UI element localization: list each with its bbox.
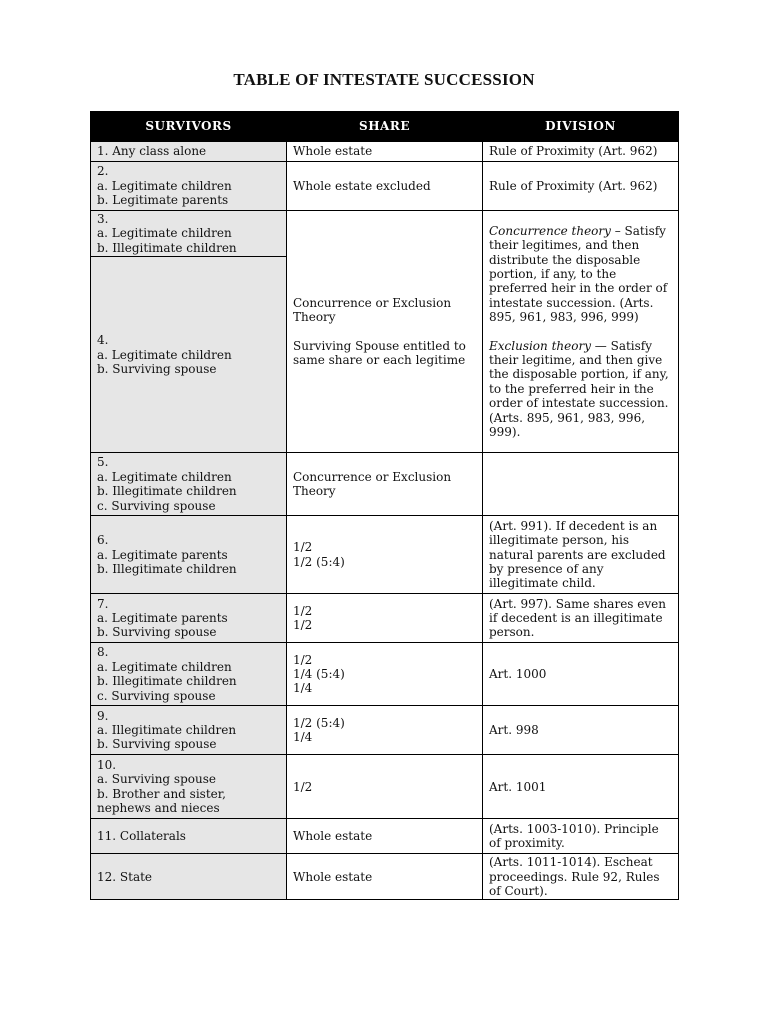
division-cell: Rule of Proximity (Art. 962) [483, 162, 679, 211]
survivors-cell [91, 142, 287, 162]
survivors-line: a. Legitimate children [97, 469, 232, 484]
survivors-cell [91, 854, 287, 900]
share-cell [287, 854, 483, 900]
table-row [91, 142, 679, 162]
division-cell: (Arts. 1003-1010). Principle of proximity. [483, 819, 679, 854]
share-line: Concurrence or Exclusion Theory [293, 469, 455, 499]
survivors-cell [91, 819, 287, 854]
survivors-line: a. Legitimate children [97, 226, 232, 241]
share-cell [287, 819, 483, 854]
survivors-cell [91, 643, 287, 706]
header-survivors: SURVIVORS [91, 112, 287, 142]
exclusion-theory-label: Exclusion theory [489, 338, 591, 353]
share-line: 1/2 [293, 603, 313, 618]
survivors-line: c. Surviving spouse [97, 498, 216, 513]
table-row [91, 453, 679, 516]
succession-table [90, 111, 679, 900]
exclusion-theory-text: — Satisfy their legitime, and then give the disposable portion, if any, to the preferred heir in the order of intestate succession. (Arts. 895, 961, 983, 996, 999). [489, 338, 669, 440]
share-line: 1/2 [293, 540, 313, 555]
table-row [91, 162, 679, 211]
survivors-line: 4. [97, 333, 109, 348]
survivors-line: a. Legitimate children [97, 347, 232, 362]
share-cell [287, 162, 483, 211]
survivors-line: 3. [97, 212, 109, 226]
header-division: DIVISION [483, 112, 679, 142]
table-row [91, 755, 679, 819]
survivors-line: a. Illegitimate children [97, 723, 237, 738]
survivors-line: 5. [97, 455, 109, 470]
survivors-line: b. Surviving spouse [97, 361, 217, 376]
share-line: Concurrence or Exclusion Theory [293, 295, 455, 325]
table-row [91, 643, 679, 706]
survivors-line: b. Brother and sister, nephews and nieces [97, 786, 230, 816]
division-cell: (Art. 991). If decedent is an illegitimate person, his natural parents are excluded by presence of any illegitimate child. [483, 516, 679, 594]
share-cell [287, 453, 483, 516]
division-cell: Rule of Proximity (Art. 962) [483, 142, 679, 162]
survivors-line: 8. [97, 645, 109, 660]
survivors-line: 10. [97, 757, 117, 772]
division-cell-merged [483, 211, 679, 453]
survivors-line: 7. [97, 596, 109, 611]
survivors-line: 2. [97, 164, 109, 179]
share-cell-merged [287, 211, 483, 453]
share-line: 1/4 [293, 730, 313, 745]
division-cell: (Arts. 1011-1014). Escheat proceedings. Rule 92, Rules of Court). [483, 854, 679, 900]
survivors-line: b. Illegitimate children [97, 240, 237, 255]
survivors-line: c. Surviving spouse [97, 688, 216, 703]
share-cell [287, 706, 483, 755]
share-line: Whole estate [293, 829, 373, 844]
concurrence-theory-label: Concurrence theory [489, 223, 611, 238]
survivors-line: b. Illegitimate children [97, 674, 237, 689]
survivors-line: a. Legitimate children [97, 178, 232, 193]
survivors-cell [91, 453, 287, 516]
share-line: 1/4 (5:4) [293, 667, 345, 682]
division-cell: Art. 1001 [483, 755, 679, 819]
survivors-line: b. Surviving spouse [97, 625, 217, 640]
share-line: 1/2 [293, 779, 313, 794]
survivors-cell [91, 755, 287, 819]
division-cell: Art. 1000 [483, 643, 679, 706]
share-line: 1/2 (5:4) [293, 715, 345, 730]
share-line: 1/4 [293, 681, 313, 696]
table-row [91, 211, 679, 257]
division-cell: (Art. 997). Same shares even if decedent is an illegitimate person. [483, 594, 679, 643]
share-cell [287, 643, 483, 706]
survivors-line: 1. Any class alone [97, 144, 207, 159]
survivors-cell [91, 162, 287, 211]
division-cell [483, 453, 679, 516]
table-row [91, 854, 679, 900]
table-row [91, 594, 679, 643]
table-row [91, 706, 679, 755]
survivors-line: a. Legitimate parents [97, 547, 228, 562]
survivors-line: a. Legitimate parents [97, 611, 228, 626]
table-row [91, 819, 679, 854]
share-cell [287, 142, 483, 162]
survivors-cell [91, 257, 287, 453]
share-line: 1/2 (5:4) [293, 554, 345, 569]
share-line: Whole estate [293, 144, 373, 159]
table-header-row [91, 112, 679, 142]
table-row [91, 516, 679, 594]
division-cell: Art. 998 [483, 706, 679, 755]
share-line: 1/2 [293, 652, 313, 667]
survivors-line: b. Legitimate parents [97, 193, 229, 208]
survivors-line: 9. [97, 708, 109, 723]
survivors-line: b. Illegitimate children [97, 561, 237, 576]
share-line: Whole estate [293, 869, 373, 884]
survivors-cell [91, 594, 287, 643]
survivors-line: b. Surviving spouse [97, 737, 217, 752]
survivors-line: 11. Collaterals [97, 829, 186, 844]
share-line: 1/2 [293, 618, 313, 633]
survivors-line: b. Illegitimate children [97, 484, 237, 499]
share-line: Surviving Spouse entitled to same share or each legitime [293, 338, 470, 368]
share-cell [287, 755, 483, 819]
header-share: SHARE [287, 112, 483, 142]
page-title: TABLE OF INTESTATE SUCCESSION [233, 70, 535, 89]
share-line: Whole estate excluded [293, 178, 431, 193]
survivors-cell [91, 516, 287, 594]
survivors-line: 12. State [97, 869, 153, 884]
share-cell [287, 516, 483, 594]
survivors-line: 6. [97, 533, 109, 548]
survivors-line: a. Surviving spouse [97, 772, 216, 787]
survivors-cell [91, 706, 287, 755]
share-cell [287, 594, 483, 643]
survivors-line: a. Legitimate children [97, 659, 232, 674]
concurrence-theory-text: – Satisfy their legitimes, and then distribute the disposable portion, if any, to the preferred heir in the order of intestate succession. (Arts. 895, 961, 983, 996, 999) [489, 223, 668, 325]
survivors-cell [91, 211, 287, 257]
